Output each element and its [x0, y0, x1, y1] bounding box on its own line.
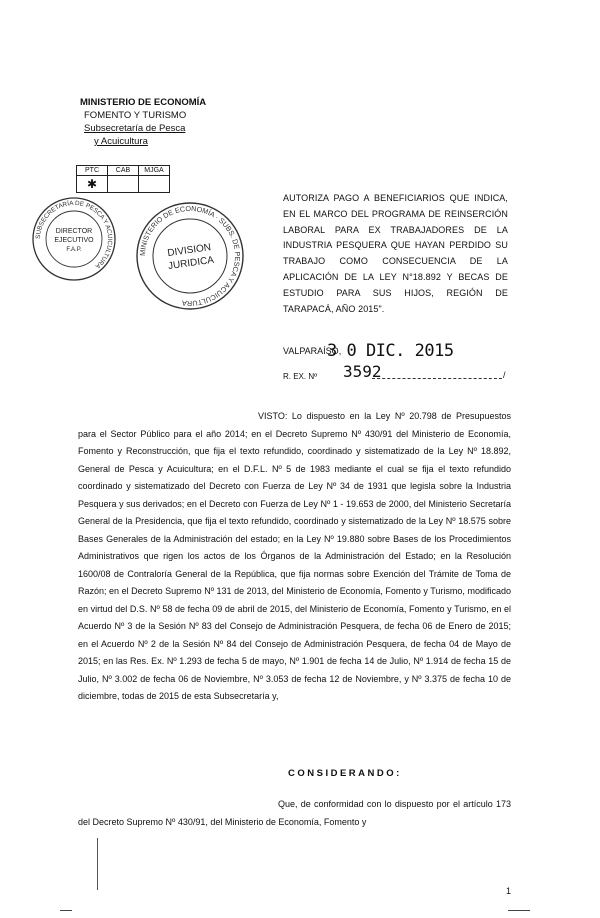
visto-paragraph: VISTO: Lo dispuesto en la Ley Nº 20.798 de Presupuestos para el Sector Público para el año 2014; en el Decreto Supremo Nº 430/91 del Ministerio de Economía, Fomento y Reconstrucción, que fija el texto refundido, coordinado y sistematizado de la Ley Nº 18.892, General de Pesca y Acuicultura; en el D.F.L. Nº 5 de 1983 mediante el cual se fija el texto refundido coordinado y sistematizado del Decreto con Fuerza de Ley Nº 34 de 1931 que legisla sobre la Industria Pesquera y sus derivados; en el Decreto con Fuerza de Ley Nº 1 - 19.653 de 2000, del Ministerio Secretaría General de la Presidencia, que fija el texto refundido, coordinado y sistematizado de la Ley Nº 18.575 sobre Bases Generales de la Administración del estado; en la Ley Nº 19.880 sobre Bases de los Procedimientos Administrativos que rigen los actos de los Órganos de la Administración del Estado; en la Resolución 1600/08 de Contraloría General de la República, que fija normas sobre Exención del Trámite de Toma de Razón; en el Decreto Supremo Nº 131 de 2013, del Ministerio de Economía, Fomento y Turismo, modificado en virtud del D.S. Nº 58 de fecha 09 de abril de 2015, del Ministerio de Economía, Fomento y Turismo, en el Acuerdo Nº 3 de la Sesión Nº 83 del Consejo de Administración Pesquera, de fecha 06 de Enero de 2015; en el Acuerdo Nº 2 de la Sesión Nº 84 del Consejo de Administración Pesquera, de fecha 04 de Mayo de 2015; en las Res. Ex. Nº 1.293 de fecha 5 de mayo, Nº 1.901 de fecha 14 de Julio, Nº 1.914 de fecha 15 de Julio, Nº 3.002 de fecha 06 de Noviembre, Nº 3.053 de fecha 12 de Noviembre, y Nº 3.375 de fecha 10 de diciembre, todas de 2015 de esta Subsecretaría y,	[78, 411, 511, 701]
director-seal	[30, 195, 118, 283]
juridica-seal-ring-text: MINISTERIO DE ECONOMÍA · SUBS. DE PESCA Y ACUICULTURA	[137, 203, 243, 309]
initials-col-ptc: PTC	[77, 166, 108, 176]
director-seal-line-2: EJECUTIVO	[54, 237, 94, 244]
considerando-section	[78, 796, 511, 831]
margin-mark	[97, 838, 98, 890]
juridica-seal	[134, 200, 246, 312]
resolution-date: 3 0 DIC. 2015	[327, 341, 454, 361]
rex-end: /	[503, 370, 506, 380]
initials-col-mjga: MJGA	[139, 166, 170, 176]
initials-table	[76, 165, 170, 193]
footer-rule-right	[508, 910, 530, 911]
ministry-header	[80, 96, 206, 148]
subsecretaria-name: Subsecretaría de Pesca	[84, 123, 186, 134]
ministry-name: MINISTERIO DE ECONOMÍA	[80, 97, 207, 108]
initials-signature-2	[108, 176, 139, 193]
ministry-name-line-2: FOMENTO Y TURISMO	[84, 110, 187, 121]
initials-col-cab: CAB	[108, 166, 139, 176]
initials-signature-1: ✱	[77, 176, 108, 193]
rex-number: 3592	[343, 362, 382, 381]
considerando-heading: CONSIDERANDO:	[288, 768, 402, 779]
page-number: 1	[506, 886, 512, 896]
subsecretaria-name-line-2: y Acuicultura	[94, 136, 148, 147]
director-seal-line-1: DIRECTOR	[55, 228, 93, 235]
footer-rule-left	[60, 910, 72, 911]
rex-underline	[372, 378, 502, 379]
considerando-paragraph: Que, de conformidad con lo dispuesto por el artículo 173 del Decreto Supremo Nº 430/91, del Ministerio de Economía, Fomento y	[78, 799, 511, 827]
place-label: VALPARAÍSO,	[283, 346, 342, 356]
juridica-seal-line-1: DIVISION	[166, 242, 212, 260]
director-seal-ring-text: SUBSECRETARÍA DE PESCA Y ACUICULTURA	[34, 199, 114, 270]
rex-label: R. EX. Nº	[283, 372, 318, 381]
director-seal-line-3: F.A.P.	[66, 247, 82, 253]
initials-signature-3	[139, 176, 170, 193]
juridica-seal-line-2: JURIDICA	[167, 254, 215, 273]
visto-section	[78, 408, 511, 706]
resolution-title: AUTORIZA PAGO A BENEFICIARIOS QUE INDICA, EN EL MARCO DEL PROGRAMA DE REINSERCIÓN LABORAL PARA EX TRABAJADORES DE LA INDUSTRIA PESQUERA QUE HAYAN PERDIDO SU TRABAJO COMO CONSECUENCIA DE LA APLICACIÓN DE LA LEY N°18.892 Y BECAS DE ESTUDIO PARA SUS HIJOS, REGIÓN DE TARAPACÁ, AÑO 2015".	[283, 193, 508, 314]
